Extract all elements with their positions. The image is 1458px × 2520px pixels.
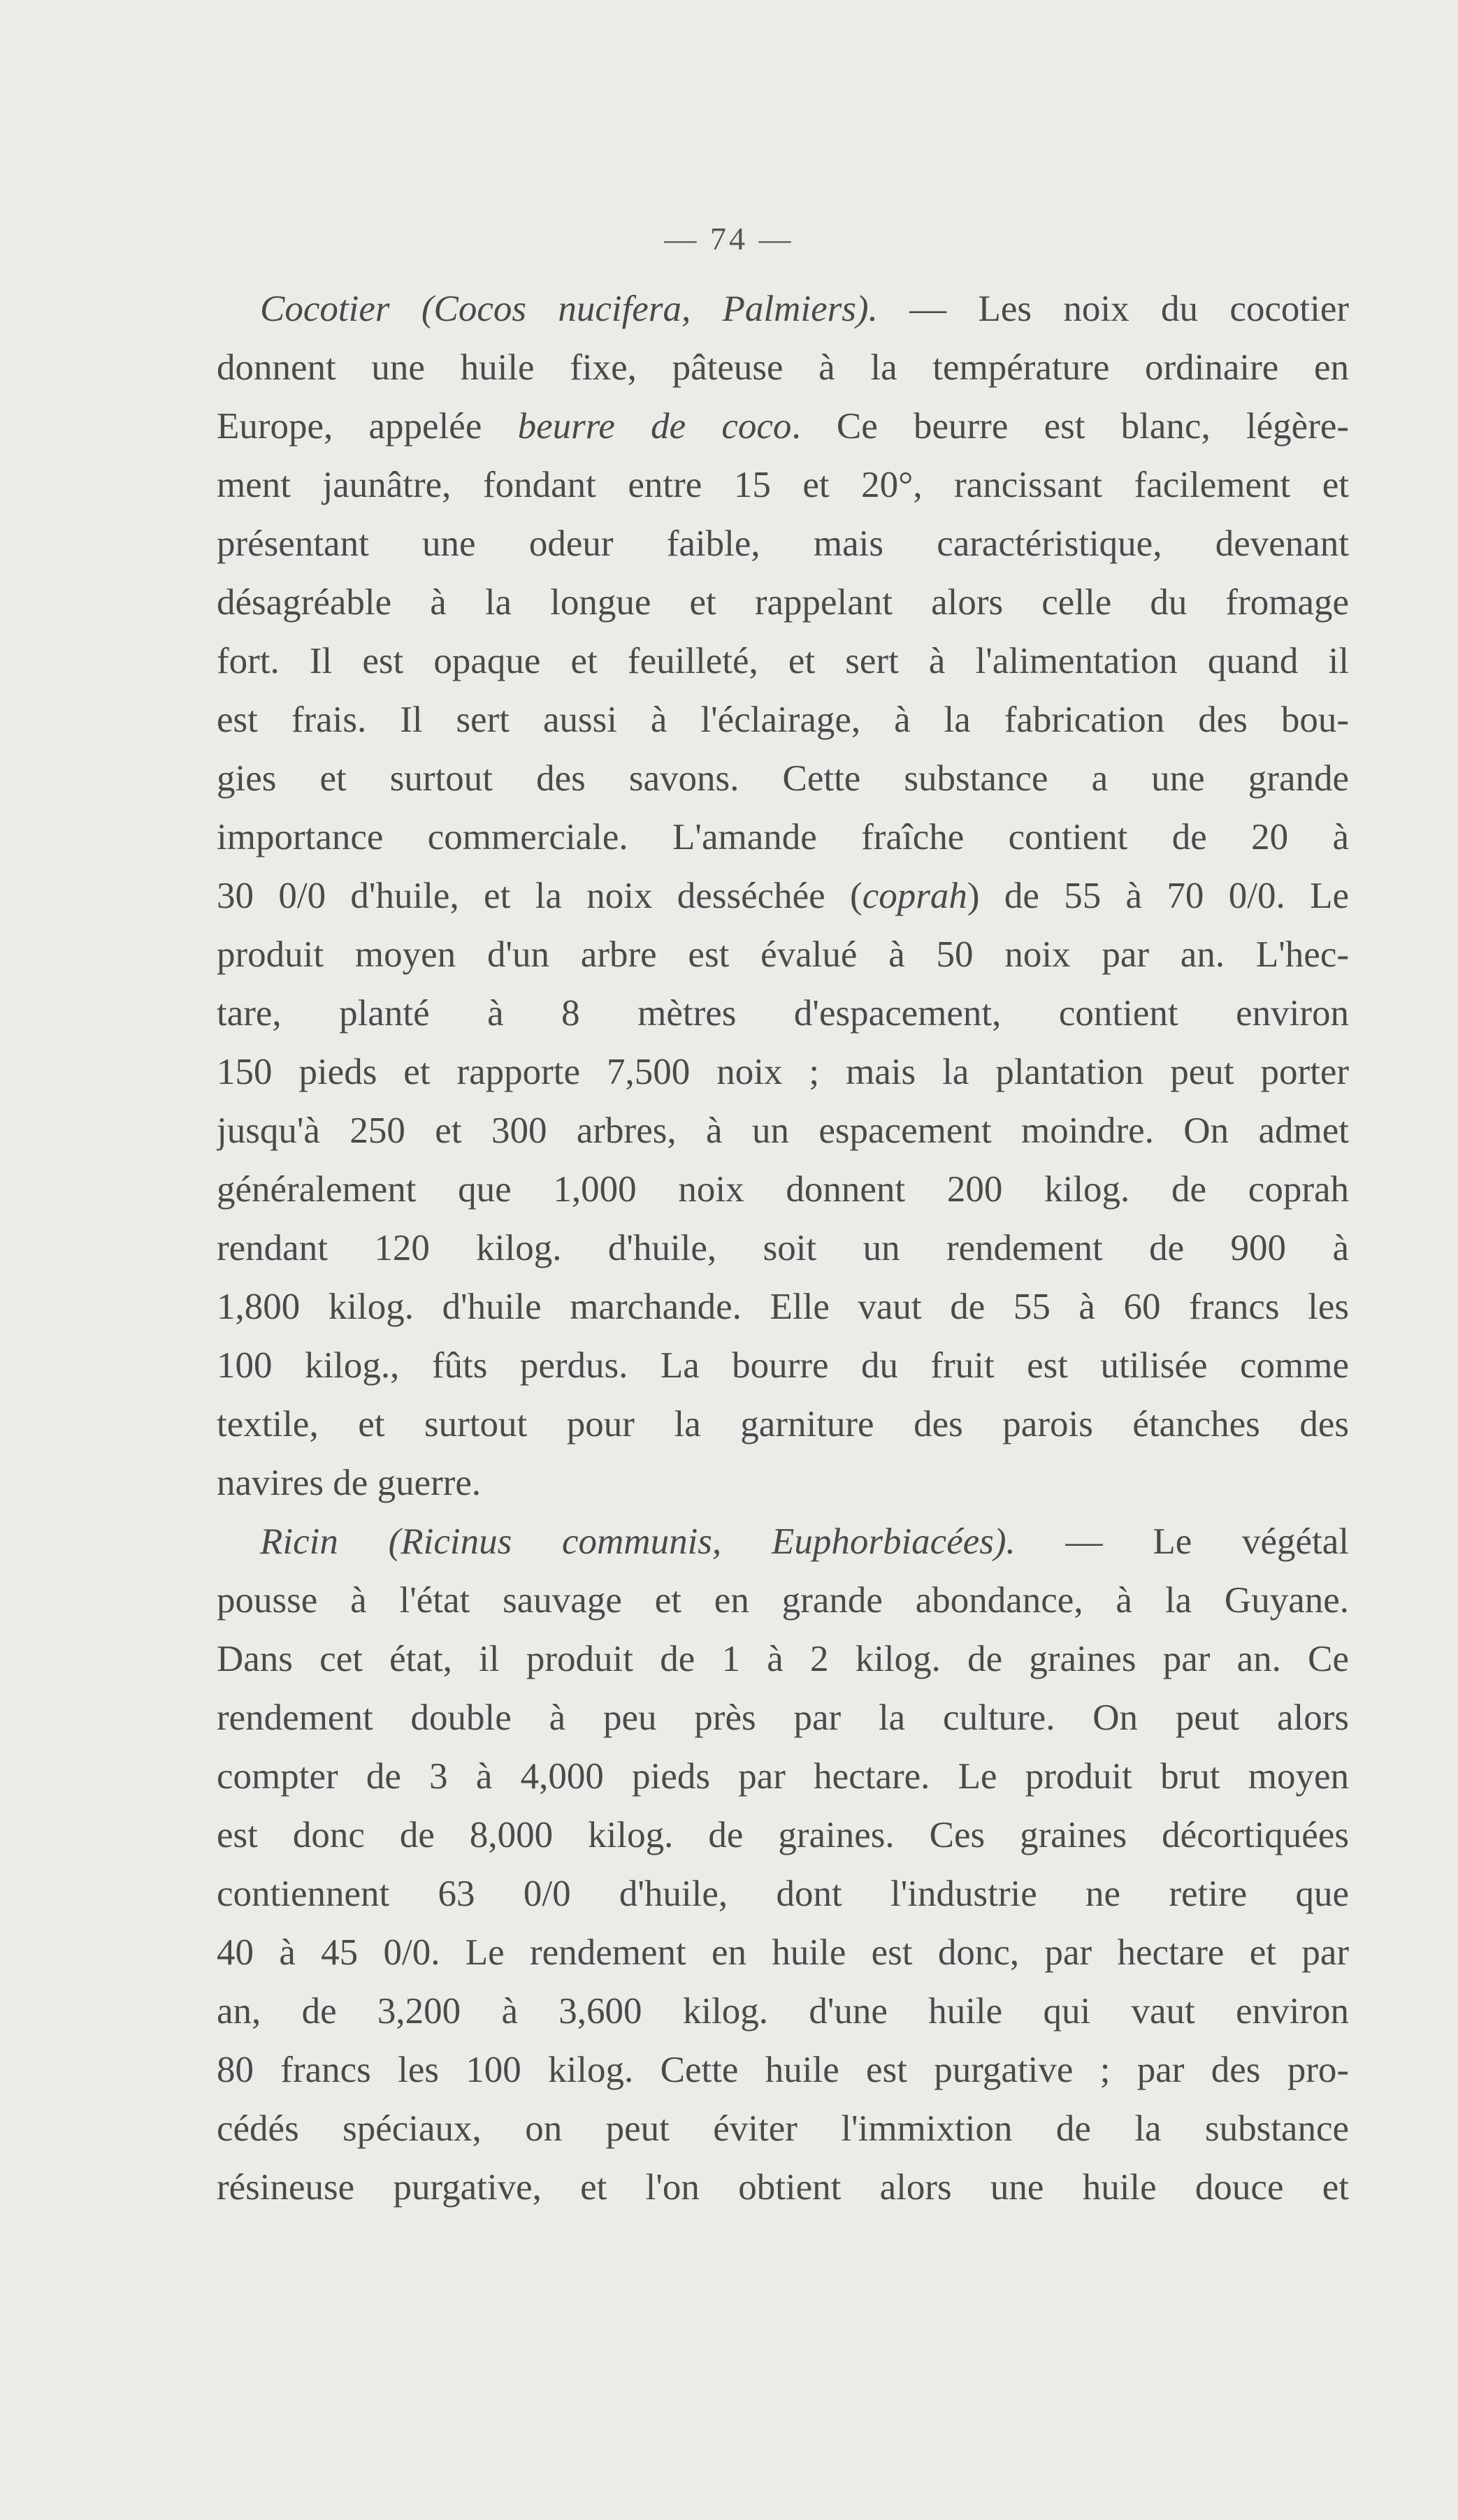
text-line bbox=[217, 749, 1349, 808]
text-line bbox=[217, 1101, 1349, 1160]
text-line bbox=[217, 632, 1349, 690]
text-segment: ) de 55 à 70 0/0. Le bbox=[967, 876, 1349, 916]
text-segment: 80 francs les 100 kilog. Cette huile est purgative ; par des pro- bbox=[217, 2050, 1349, 2090]
text-line bbox=[217, 456, 1349, 514]
text-segment: est donc de 8,000 kilog. de graines. Ces graines décortiquées bbox=[217, 1815, 1349, 1855]
text-segment: 150 pieds et rapporte 7,500 noix ; mais la plantation peut porter bbox=[217, 1052, 1349, 1092]
text-line bbox=[217, 1982, 1349, 2041]
text-line bbox=[217, 1395, 1349, 1454]
text-segment: Dans cet état, il produit de 1 à 2 kilog. de graines par an. Ce bbox=[217, 1639, 1349, 1679]
text-line bbox=[217, 1688, 1349, 1747]
text-line bbox=[217, 338, 1349, 397]
text-segment: rendant 120 kilog. d'huile, soit un rendement de 900 à bbox=[217, 1228, 1349, 1268]
text-line bbox=[217, 2158, 1349, 2217]
text-segment: résineuse purgative, et l'on obtient alors une huile douce et bbox=[217, 2167, 1349, 2208]
text-line bbox=[217, 1043, 1349, 1101]
text-segment: généralement que 1,000 noix donnent 200 kilog. de coprah bbox=[217, 1169, 1349, 1210]
text-line bbox=[217, 514, 1349, 573]
text-segment: 100 kilog., fûts perdus. La bourre du fruit est utilisée comme bbox=[217, 1345, 1349, 1386]
text-segment: 1,800 kilog. d'huile marchande. Elle vaut de 55 à 60 francs les bbox=[217, 1287, 1349, 1327]
text-line bbox=[217, 1336, 1349, 1395]
body-text bbox=[217, 280, 1349, 2217]
text-segment: navires de guerre. bbox=[217, 1463, 482, 1503]
text-line bbox=[217, 1160, 1349, 1219]
text-line bbox=[217, 1277, 1349, 1336]
italic-text: Cocotier (Cocos nucifera, Palmiers). bbox=[260, 289, 878, 329]
text-line bbox=[217, 1630, 1349, 1688]
text-line bbox=[217, 1512, 1349, 1571]
page-number: — 74 — bbox=[664, 221, 794, 256]
italic-text: beurre de coco bbox=[517, 406, 792, 447]
text-segment: gies et surtout des savons. Cette substance a une grande bbox=[217, 758, 1349, 799]
text-line bbox=[217, 2099, 1349, 2158]
text-line bbox=[217, 1923, 1349, 1982]
text-segment: fort. Il est opaque et feuilleté, et sert à l'alimentation quand il bbox=[217, 641, 1349, 681]
text-segment: pousse à l'état sauvage et en grande abondance, à la Guyane. bbox=[217, 1580, 1349, 1621]
text-line bbox=[217, 1571, 1349, 1630]
text-line bbox=[217, 397, 1349, 456]
text-line bbox=[217, 280, 1349, 338]
text-segment: compter de 3 à 4,000 pieds par hectare. Le produit brut moyen bbox=[217, 1756, 1349, 1797]
text-segment: rendement double à peu près par la culture. On peut alors bbox=[217, 1697, 1349, 1738]
text-line bbox=[217, 1219, 1349, 1277]
text-segment: textile, et surtout pour la garniture des parois étanches des bbox=[217, 1404, 1349, 1444]
text-segment: 40 à 45 0/0. Le rendement en huile est donc, par hectare et par bbox=[217, 1932, 1349, 1973]
text-line bbox=[217, 1454, 1349, 1512]
text-line bbox=[217, 2041, 1349, 2099]
text-segment: contiennent 63 0/0 d'huile, dont l'industrie ne retire que bbox=[217, 1874, 1349, 1914]
text-segment: présentant une odeur faible, mais caractéristique, devenant bbox=[217, 523, 1349, 564]
text-segment: — Le végétal bbox=[1015, 1521, 1349, 1562]
text-segment: ment jaunâtre, fondant entre 15 et 20°, rancissant facilement et bbox=[217, 465, 1349, 505]
text-line bbox=[217, 573, 1349, 632]
text-segment: donnent une huile fixe, pâteuse à la température ordinaire en bbox=[217, 347, 1349, 388]
text-line bbox=[217, 1864, 1349, 1923]
text-segment: 30 0/0 d'huile, et la noix desséchée ( bbox=[217, 876, 862, 916]
text-segment: tare, planté à 8 mètres d'espacement, contient environ bbox=[217, 993, 1349, 1034]
text-line bbox=[217, 1747, 1349, 1806]
text-line bbox=[217, 925, 1349, 984]
italic-text: Ricin (Ricinus communis, Euphorbiacées). bbox=[260, 1521, 1016, 1562]
text-segment: Europe, appelée bbox=[217, 406, 518, 447]
italic-text: coprah bbox=[862, 876, 967, 916]
text-segment: désagréable à la longue et rappelant alors celle du fromage bbox=[217, 582, 1349, 623]
text-segment: importance commerciale. L'amande fraîche contient de 20 à bbox=[217, 817, 1349, 857]
text-line bbox=[217, 690, 1349, 749]
text-line bbox=[217, 1806, 1349, 1864]
text-segment: an, de 3,200 à 3,600 kilog. d'une huile qui vaut environ bbox=[217, 1991, 1349, 2032]
text-segment: est frais. Il sert aussi à l'éclairage, à la fabrication des bou- bbox=[217, 700, 1349, 740]
text-segment: — Les noix du cocotier bbox=[877, 289, 1349, 329]
text-segment: jusqu'à 250 et 300 arbres, à un espacement moindre. On admet bbox=[217, 1110, 1349, 1151]
text-line bbox=[217, 984, 1349, 1043]
text-segment: produit moyen d'un arbre est évalué à 50 noix par an. L'hec- bbox=[217, 934, 1349, 975]
text-line bbox=[217, 867, 1349, 925]
text-segment: cédés spéciaux, on peut éviter l'immixtion de la substance bbox=[217, 2108, 1349, 2149]
text-line bbox=[217, 808, 1349, 867]
text-segment: . Ce beurre est blanc, légère- bbox=[791, 406, 1349, 447]
